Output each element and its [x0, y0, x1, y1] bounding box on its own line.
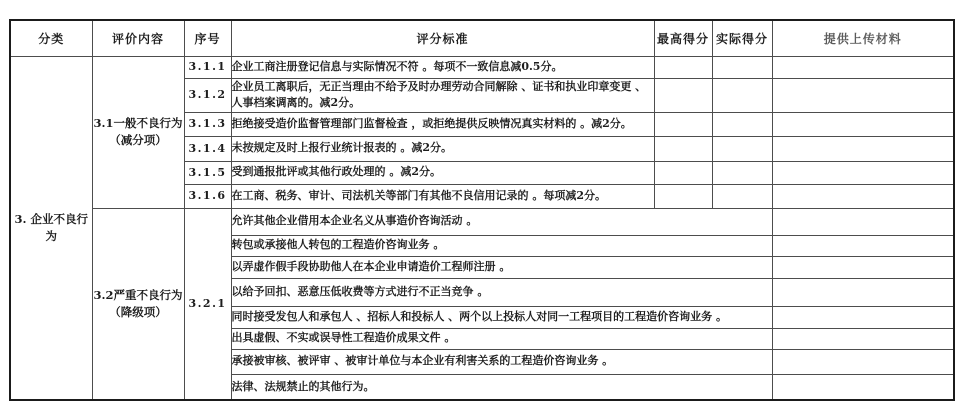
column-header-max-score: 最高得分 [654, 20, 712, 56]
max-score-cell [654, 161, 712, 184]
actual-score-cell [712, 184, 772, 208]
criteria-cell: 转包或承接他人转包的工程造价咨询业务 。 [231, 235, 772, 256]
criteria-cell: 允许其他企业借用本企业名义从事造价咨询活动 。 [231, 208, 772, 235]
content-group-sublabel: （减分项） [109, 133, 167, 147]
column-header-category: 分类 [10, 20, 92, 56]
criteria-cell: 以弄虚作假手段协助他人在本企业申请造价工程师注册 。 [231, 256, 772, 278]
serial-cell: 3.1.1 [184, 56, 231, 78]
materials-cell [772, 306, 954, 328]
materials-cell [772, 256, 954, 278]
materials-cell [772, 136, 954, 161]
actual-score-cell [712, 78, 772, 112]
materials-cell [772, 78, 954, 112]
actual-score-cell [712, 112, 772, 136]
content-group-label: 3.2严重不良行为 [93, 288, 183, 303]
serial-cell: 3.1.5 [184, 161, 231, 184]
column-header-actual-score: 实际得分 [712, 20, 772, 56]
actual-score-cell [712, 56, 772, 78]
materials-cell [772, 208, 954, 235]
serial-cell: 3.1.2 [184, 78, 231, 112]
column-header-content: 评价内容 [92, 20, 184, 56]
materials-cell [772, 235, 954, 256]
actual-score-cell [712, 161, 772, 184]
criteria-cell: 法律、法规禁止的其他行为。 [231, 374, 772, 400]
column-header-materials: 提供上传材料 [772, 20, 954, 56]
materials-cell [772, 161, 954, 184]
materials-cell [772, 184, 954, 208]
column-header-serial: 序号 [184, 20, 231, 56]
criteria-cell: 拒绝接受造价监督管理部门监督检查 ，或拒绝提供反映情况真实材料的 。减2分。 [231, 112, 654, 136]
table-row [10, 56, 954, 78]
table-row [10, 208, 954, 235]
criteria-cell: 在工商、税务、审计、司法机关等部门有其他不良信用记录的 。每项减2分。 [231, 184, 654, 208]
serial-cell: 3.1.4 [184, 136, 231, 161]
serial-cell: 3.1.3 [184, 112, 231, 136]
materials-cell [772, 56, 954, 78]
serial-cell: 3.2.1 [184, 208, 231, 400]
content-group-3-2 [92, 208, 184, 400]
column-header-criteria: 评分标准 [231, 20, 654, 56]
criteria-cell: 未按规定及时上报行业统计报表的 。减2分。 [231, 136, 654, 161]
max-score-cell [654, 56, 712, 78]
materials-cell [772, 328, 954, 349]
category-cell: 3. 企业不良行为 [10, 56, 92, 400]
actual-score-cell [712, 136, 772, 161]
content-group-3-1 [92, 56, 184, 208]
criteria-cell: 承接被审核、被评审 、被审计单位与本企业有利害关系的工程造价咨询业务 。 [231, 349, 772, 374]
criteria-cell: 出具虚假、不实或误导性工程造价成果文件 。 [231, 328, 772, 349]
materials-cell [772, 349, 954, 374]
materials-cell [772, 112, 954, 136]
criteria-cell: 受到通报批评或其他行政处理的 。减2分。 [231, 161, 654, 184]
criteria-cell: 企业工商注册登记信息与实际情况不符 。每项不一致信息减0.5分。 [231, 56, 654, 78]
max-score-cell [654, 112, 712, 136]
max-score-cell [654, 78, 712, 112]
content-group-label: 3.1一般不良行为 [93, 116, 183, 131]
criteria-cell: 企业员工离职后，无正当理由不给予及时办理劳动合同解除 、证书和执业印章变更 、人事档案调离的。减2分。 [231, 78, 654, 112]
materials-cell [772, 374, 954, 400]
max-score-cell [654, 136, 712, 161]
content-group-sublabel: （降级项） [109, 304, 167, 319]
criteria-cell: 同时接受发包人和承包人 、招标人和投标人 、两个以上投标人对同一工程项目的工程造价咨询业务 。 [231, 306, 772, 328]
max-score-cell [654, 184, 712, 208]
serial-cell: 3.1.6 [184, 184, 231, 208]
table-header-row [10, 20, 954, 56]
criteria-cell: 以给予回扣、恶意压低收费等方式进行不正当竞争 。 [231, 278, 772, 306]
evaluation-criteria-table [9, 19, 955, 401]
materials-cell [772, 278, 954, 306]
